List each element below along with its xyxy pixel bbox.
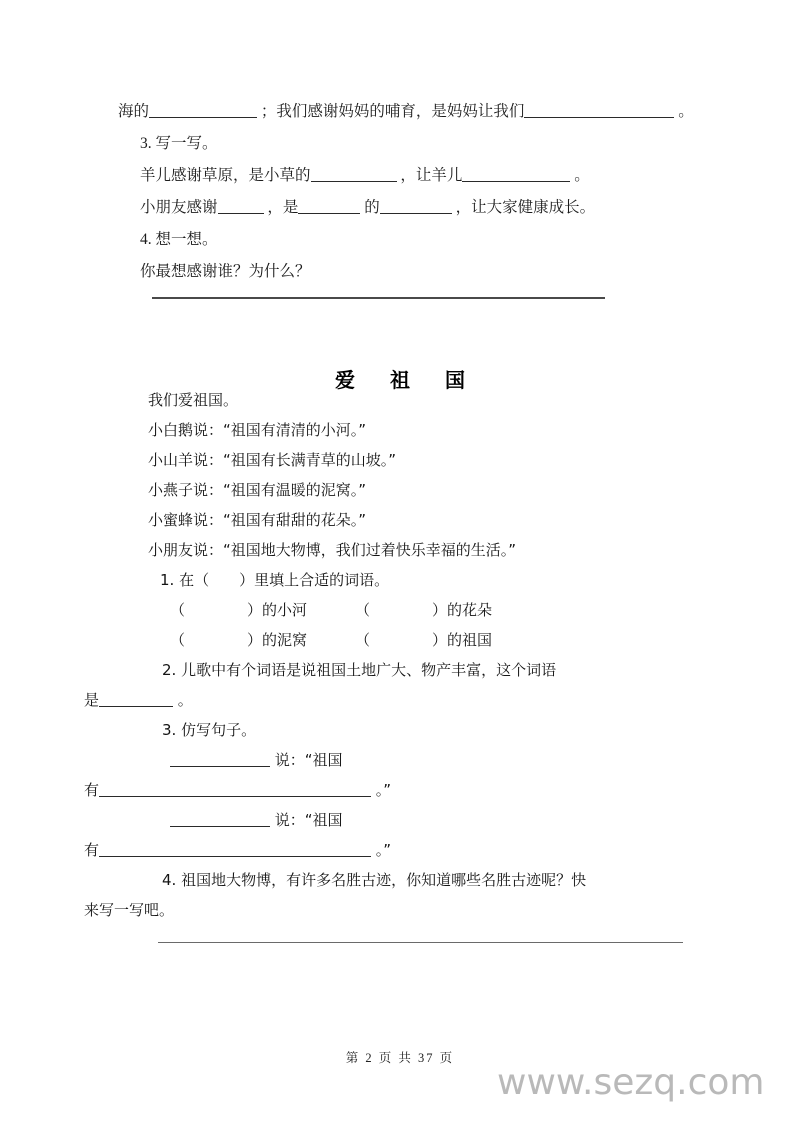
answer-blank[interactable] (524, 102, 674, 118)
question-3-pattern-have (84, 775, 738, 805)
text-fragment: 的 (364, 199, 380, 216)
poem-line: 小蜜蜂说：“祖国有甜甜的花朵。” (148, 511, 367, 529)
question-1-row (118, 625, 738, 655)
poem-line: 小朋友说：“祖国地大物博，我们过着快乐幸福的生活。” (148, 541, 517, 559)
text-fragment: （ (355, 631, 371, 649)
question-1-prompt (118, 565, 738, 595)
text-fragment: （ (170, 631, 186, 649)
question-4-line1: 4. 祖国地大物博，有许多名胜古迹，你知道哪些名胜古迹呢？快 (162, 871, 587, 889)
text-fragment: 小朋友感谢 (140, 199, 218, 216)
text-fragment: 有 (84, 841, 100, 859)
text-fragment: 有 (84, 781, 100, 799)
text-fragment: ）的泥窝 (247, 631, 308, 649)
page-number-footer: 第 2 页 共 37 页 (345, 1051, 455, 1065)
text-fragment: ）的花朵 (432, 601, 493, 619)
question-4-line2: 来写一写吧。 (84, 901, 175, 919)
answer-blank[interactable] (99, 691, 173, 707)
question-3-pattern-have (84, 835, 738, 865)
section-ai-zu-guo (84, 385, 738, 925)
answer-blank[interactable] (380, 198, 452, 214)
poem-line: 小燕子说：“祖国有温暖的泥窝。” (148, 481, 367, 499)
question-3-heading: 3. 写一写。 (140, 135, 218, 152)
text-fragment: （ (355, 601, 371, 619)
text-fragment: 说：“祖国 (274, 811, 343, 829)
question-4-heading: 4. 想一想。 (140, 231, 218, 248)
text-fragment: ，是 (267, 199, 299, 216)
poem-line: 小白鹅说：“祖国有清清的小河。” (148, 421, 367, 439)
fill-blank-line-2 (118, 160, 718, 192)
text-fragment: 羊儿感谢草原，是小草的 (140, 167, 311, 184)
text-fragment: 海的 (118, 103, 150, 120)
text-fragment: ）里填上合适的词语。 (239, 571, 390, 589)
text-fragment: 是 (84, 691, 100, 709)
text-fragment: 。 (574, 167, 590, 184)
answer-blank[interactable] (462, 166, 570, 182)
answer-blank[interactable] (218, 198, 264, 214)
question-2-line2 (84, 685, 738, 715)
text-fragment: ）的祖国 (432, 631, 493, 649)
text-fragment: 。 (177, 691, 193, 709)
answer-blank[interactable] (99, 841, 371, 857)
text-fragment: ，让大家健康成长。 (455, 199, 596, 216)
text-fragment: ；我们感谢妈妈的哺育，是妈妈让我们 (260, 103, 525, 120)
poem-line: 小山羊说：“祖国有长满青草的山坡。” (148, 451, 397, 469)
answer-blank[interactable] (298, 198, 360, 214)
answer-blank[interactable] (99, 781, 371, 797)
poem-line: 我们爱祖国。 (148, 391, 239, 409)
text-fragment: 。” (375, 841, 392, 859)
text-fragment: （ (170, 601, 186, 619)
question-3-heading: 3. 仿写句子。 (162, 721, 257, 739)
text-fragment: 说：“祖国 (274, 751, 343, 769)
section-divider-rule-top (152, 297, 605, 299)
section-divider-rule-bottom (158, 942, 683, 943)
question-4-prompt: 你最想感谢谁？为什么？ (140, 263, 311, 280)
section-exercise-continued (118, 96, 718, 288)
text-fragment: 1. 在（ (160, 571, 210, 589)
question-2-line1: 2. 儿歌中有个词语是说祖国土地广大、物产丰富，这个词语 (162, 661, 557, 679)
question-1-row (118, 595, 738, 625)
fill-blank-line-3 (118, 192, 718, 224)
question-3-pattern-say (118, 745, 738, 775)
page-title: 爱 祖 国 (335, 368, 479, 392)
fill-blank-line-1 (118, 96, 718, 128)
question-3-pattern-say (118, 805, 738, 835)
site-watermark: www.sezq.com (497, 1062, 765, 1103)
text-fragment: ，让羊儿 (400, 167, 463, 184)
text-fragment: 。” (375, 781, 392, 799)
answer-blank[interactable] (170, 811, 270, 827)
text-fragment: ）的小河 (247, 601, 308, 619)
answer-blank[interactable] (170, 751, 270, 767)
answer-blank[interactable] (311, 166, 397, 182)
text-fragment: 。 (678, 103, 694, 120)
answer-blank[interactable] (149, 102, 257, 118)
